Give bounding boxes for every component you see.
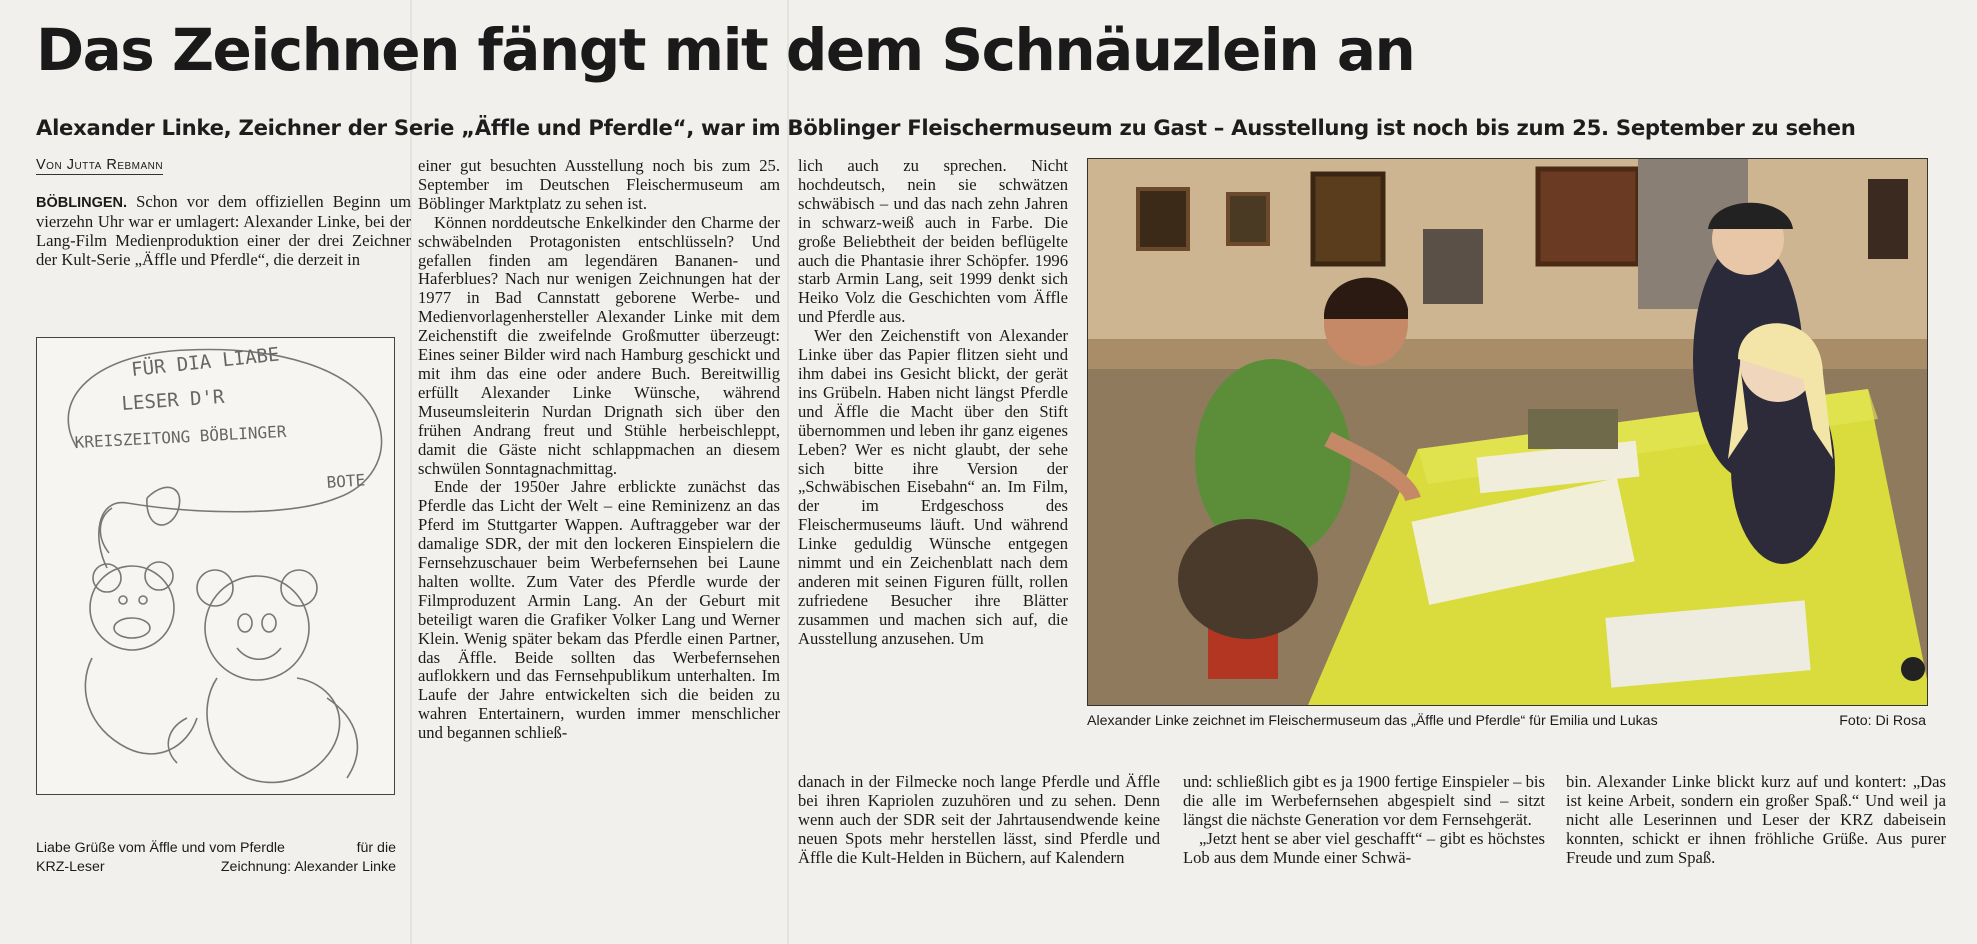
dateline: BÖBLINGEN. <box>36 195 128 211</box>
article-column-1 <box>36 193 411 305</box>
sketch-caption-line-1b: für die <box>356 840 396 856</box>
sketch-caption-line-2: KRZ-Leser <box>36 859 105 875</box>
sketch-text-line-3: KREISZEITONG BÖBLINGER <box>74 421 287 452</box>
sketch-caption-line-1: Liabe Grüße vom Äffle und vom Pferdle <box>36 840 285 856</box>
column-3-paragraph-2: Wer den Zeichenstift von Alexander Linke über das Papier flitzen sieht und ihm dabei ins Gesicht blickt, der gerät ins Grübeln. Haben nicht längst Pferdle und Äffle die Macht über den Stift übernommen und leben ihr ganz eigenes Leben? Wer es nicht glaubt, der sehe sich bitte ihre Version der „Schwäbischen Eisebahn“ an. Im Film, der im Erdgeschoss des Fleischermuseums läuft. Und während Linke geduldig Wünsche entgegen nimmt und ein Zeichenblatt nach dem anderen mit seinen Figuren füllt, rollen zufriedene Besucher ihre Blätter zusammen und machen sich auf, die Ausstellung anzusehen. Um <box>798 326 1068 648</box>
column-2-paragraph-3: Ende der 1950er Jahre erblickte zunächst das Pferdle das Licht der Welt – eine Reminizenz an das Pferd im Stuttgarter Wappen. Auftraggeber war der damalige SDR, der mit den lockeren Einspielern die Fernsehzuschauer beim Werbefernsehen bei Laune halten wollte. Zum Vater des Pferdle wurde der Filmproduzent Armin Lang. An der Geburt mit beteiligt waren die Grafiker Volker Lang und Werner Klein. Wenig später bekam das Pferdle einen Partner, das Äffle. Beide sollten das Werbefernsehen auflokkern und das Fernsehpublikum unterhalten. Im Laufe der Jahre entwickelten sich die beiden zu wahren Entertainern, wurden immer menschlicher und begannen schließ- <box>418 477 780 743</box>
article-column-5 <box>1566 773 1946 893</box>
photo-caption-text: Alexander Linke zeichnet im Fleischermuseum das „Äffle und Pferdle“ für Emilia und Lukas <box>1087 713 1658 729</box>
article-column-3-lower <box>798 773 1160 893</box>
column-2-paragraph-1: einer gut besuchten Ausstellung noch bis zum 25. September im Deutschen Fleischermuseum am Böblinger Marktplatz zu sehen ist. <box>418 157 780 213</box>
photo-caption <box>1087 713 1926 729</box>
sketch-text-line-4: BOTE <box>325 470 366 492</box>
headline: Das Zeichnen fängt mit dem Schnäuzlein an <box>36 16 1415 84</box>
sketch-text-line-1: FÜR DIA LIABE <box>130 343 281 381</box>
article-photo <box>1087 158 1928 706</box>
column-3-paragraph-1: lich auch zu sprechen. Nicht hochdeutsch, nein sie schwätzen schwäbisch – und das nach zehn Jahren in schwarz-weiß auch in Farbe. Die große Beliebtheit der beiden beflügelte auch die Phantasie ihrer Schöpfer. 1996 starb Armin Lang, seit 1999 denkt sich Heiko Volz die Geschichten vom Äffle und Pferdle aus. <box>798 157 1068 327</box>
article-column-4 <box>1183 773 1545 893</box>
column-3-lower-text: danach in der Filmecke noch lange Pferdle und Äffle bei ihren Kapriolen zuzuhören und zu sehen. Denn wenn auch der SDR seit der Jahrtausendwende keine neuen Spots mehr herstellen lässt, sind Pferdle und Äffle die Kult-Helden in Büchern, auf Kalendern <box>798 773 1160 867</box>
article-column-2 <box>418 157 780 897</box>
sketch-caption <box>36 839 396 877</box>
sketch-text-line-2: LESER D'R <box>120 385 226 415</box>
column-1-text: Schon vor dem offiziellen Beginn um vierzehn Uhr war er umlagert: Alexander Linke, bei der Lang-Film Medienproduktion einer der drei Zeichner der Kult-Serie „Äffle und Pferdle“, die derzeit in <box>36 193 411 269</box>
column-4-paragraph-1: und: schließlich gibt es ja 1900 fertige Einspieler – bis die alle im Werbefernsehen abgespielt sind – sitzt längst die nächste Generation vor dem Fernsehgerät. <box>1183 773 1545 829</box>
byline: Von Jutta Rebmann <box>36 157 164 173</box>
column-4-paragraph-2: „Jetzt hent se aber viel geschafft“ – gibt es höchstes Lob aus dem Munde einer Schwä- <box>1183 828 1545 867</box>
sketch-illustration <box>36 337 395 795</box>
column-5-text: bin. Alexander Linke blickt kurz auf und kontert: „Das ist keine Arbeit, sondern ein großer Spaß.“ Und weil ja nicht alle Leserinnen und Leser der KRZ dabeisein konnten, schickt er ihnen fröhliche Grüße. Aus purer Freude und zum Spaß. <box>1566 773 1946 867</box>
subheadline: Alexander Linke, Zeichner der Serie „Äffle und Pferdle“, war im Böblinger Fleischermuseum zu Gast – Ausstellung ist noch bis zum 25. September zu sehen <box>36 115 1856 140</box>
photo-credit: Foto: Di Rosa <box>1839 713 1926 729</box>
sketch-drawing <box>37 338 394 794</box>
photo-scene <box>1088 159 1927 705</box>
sketch-credit: Zeichnung: Alexander Linke <box>220 859 396 875</box>
column-2-paragraph-2: Können norddeutsche Enkelkinder den Charme der schwäbelnden Protagonisten entschlüsseln? Und gefallen finden am legendären Bananen- und Haferblues? Nach nur wenigen Zeichnungen hat der 1977 in Bad Cannstatt geborene Werbe- und Medienvorlagenhersteller Alexander Linke mit dem Zeichenstift die zweifelnde Großmutter überzeugt: Eines seiner Bilder wird nach Hamburg geschickt und mit ihm das eine oder andere Buch. Bereitwillig erfüllt Alexander Linke Wünsche, während Museumsleiterin Nurdan Drignath sich über den frühen Andrang freut und Stühle herbeischleppt, damit die Gäste nicht schlappmachen an diesem schwülen Sonntagnachmittag. <box>418 212 780 478</box>
article-column-3 <box>798 157 1068 777</box>
